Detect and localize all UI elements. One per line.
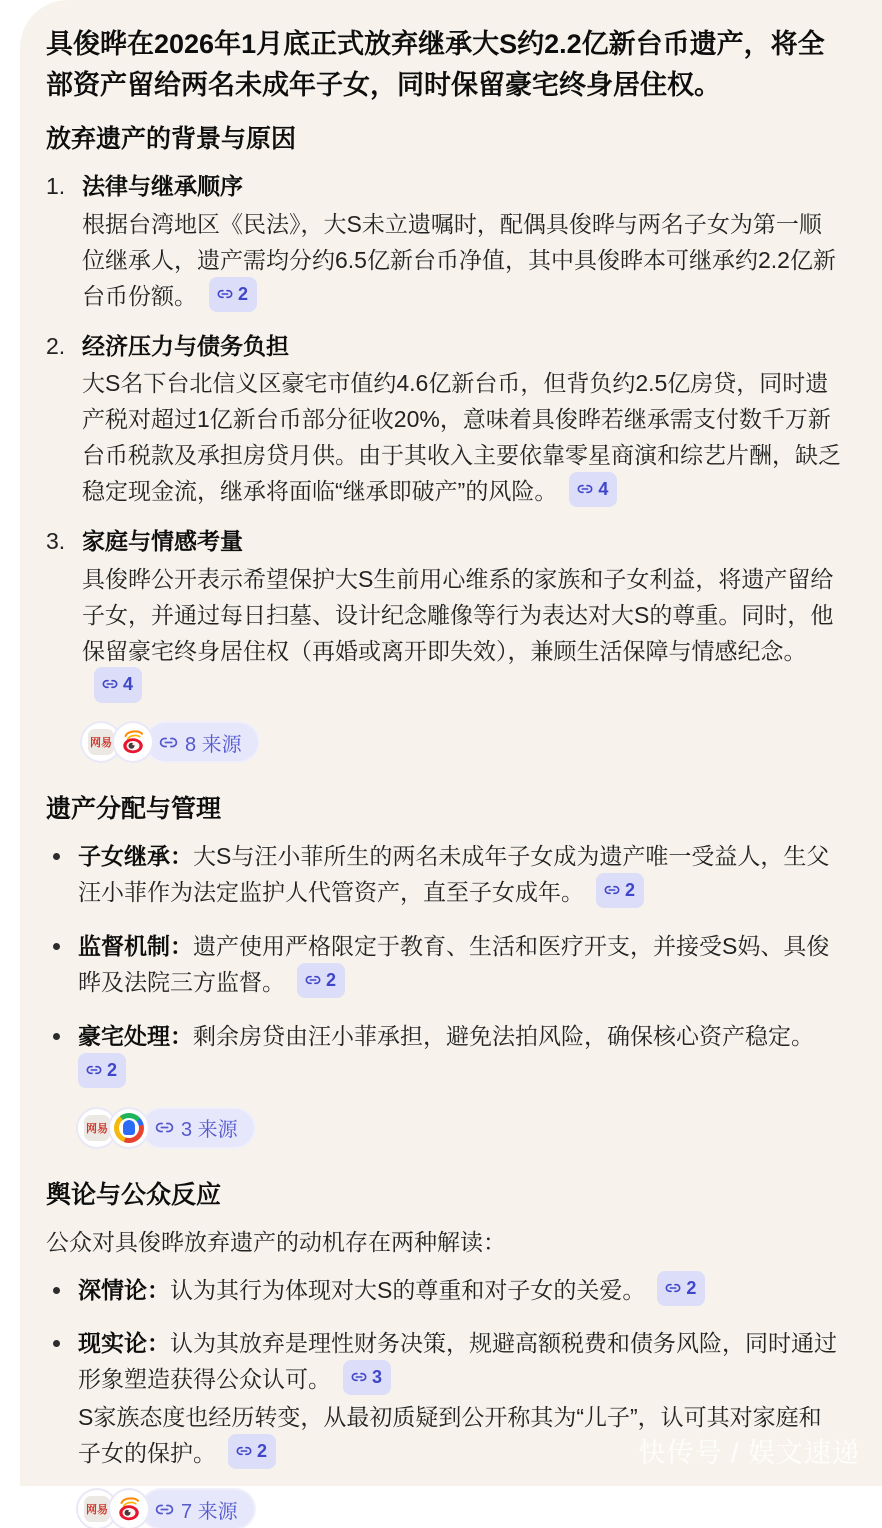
citation-badge[interactable] — [209, 277, 257, 312]
netease-logo-text: 网易 — [84, 1496, 110, 1522]
link-icon — [155, 1118, 174, 1137]
list-item-body: 具俊晔公开表示希望保护大S生前用心维系的家族和子女利益，将遗产留给子女，并通过每日扫墓、设计纪念雕像等行为表达对大S的尊重。同时，他保留豪宅终身居住权（再婚或离开即失效），兼顾生活保障与情感纪念。 4 — [82, 562, 842, 706]
link-icon — [236, 1443, 252, 1459]
intro-paragraph: 具俊晔在2026年1月底正式放弃继承大S约2.2亿新台币遗产，将全部资产留给两名未成年子女，同时保留豪宅终身居住权。 — [46, 29, 825, 100]
bullet-title: 子女继承： — [78, 843, 193, 870]
opinion-lead: 公众对具俊晔放弃遗产的动机存在两种解读： — [46, 1228, 506, 1255]
citation-badge[interactable] — [569, 472, 617, 507]
bullet-content: 监督机制：遗产使用严格限定于教育、生活和医疗开支，并接受S妈、具俊晔及法院三方监督。 2 — [78, 929, 842, 1001]
list-item-body: 根据台湾地区《民法》，大S未立遗嘱时，配偶具俊晔与两名子女为第一顺位继承人，遗产需均分约6.5亿新台币净值，其中具俊晔本可继承约2.2亿新台币份额。 2 — [82, 207, 842, 315]
bullet-content: 子女继承：大S与汪小菲所生的两名未成年子女成为遗产唯一受益人，生父汪小菲作为法定监护人代管资产，直至子女成年。 2 — [78, 839, 842, 911]
answer-card — [20, 0, 882, 1523]
link-icon — [665, 1280, 681, 1296]
sources-count-pill[interactable] — [146, 723, 258, 761]
citation-badge[interactable] — [596, 873, 644, 908]
citation-badge[interactable] — [343, 1360, 391, 1395]
citation-count: 2 — [257, 1441, 268, 1462]
bullet-title: 豪宅处理： — [78, 1022, 193, 1049]
weibo-icon[interactable] — [110, 1490, 148, 1528]
link-icon — [577, 481, 593, 497]
link-icon — [305, 972, 321, 988]
bullet-marker — [46, 1273, 78, 1309]
citation-count: 4 — [123, 674, 134, 695]
link-icon — [102, 676, 118, 692]
list-item-content — [82, 329, 842, 510]
sources-count-label: 3 来源 — [181, 1119, 238, 1142]
link-icon — [159, 733, 178, 752]
bullet-title: 监督机制： — [78, 933, 193, 960]
link-icon — [86, 1062, 102, 1078]
bullet-content: 豪宅处理：剩余房贷由汪小菲承担，避免法拍风险，确保核心资产稳定。 2 — [78, 1019, 842, 1091]
list-item-content — [82, 169, 842, 315]
netease-logo-text: 网易 — [84, 1115, 110, 1141]
link-icon — [351, 1369, 367, 1385]
list-item — [46, 169, 842, 315]
list-item-number: 1. — [46, 173, 66, 199]
list-item-body: 大S名下台北信义区豪宅市值约4.6亿新台币，但背负约2.5亿房贷，同时遗产税对超过1亿新台币部分征收20%，意味着具俊晔若继承需支付数千万新台币税款及承担房贷月供。由于其收入主要依靠零星商演和综艺片酬，缺乏稳定现金流，继承将面临“继承即破产”的风险。 4 — [82, 366, 842, 510]
list-item-title: 法律与继承顺序 — [82, 173, 243, 199]
bullet-marker — [46, 839, 78, 911]
link-icon — [604, 882, 620, 898]
citation-count: 2 — [326, 970, 337, 990]
weibo-icon[interactable] — [114, 723, 152, 761]
sources-count-pill[interactable] — [142, 1109, 254, 1147]
citation-count: 2 — [686, 1277, 697, 1298]
list-item — [46, 524, 842, 705]
link-icon — [155, 1500, 174, 1519]
citation-count: 4 — [598, 479, 609, 500]
bullet-item — [46, 1019, 842, 1091]
citation-count: 2 — [107, 1059, 118, 1080]
colorful-news-icon[interactable] — [110, 1109, 148, 1147]
citation-badge[interactable] — [297, 963, 345, 998]
watermark: 快传号 / 娱文速递 — [638, 1438, 860, 1468]
bullet-content: 深情论：认为其行为体现对大S的尊重和对子女的关爱。 2 — [78, 1273, 842, 1309]
list-item-content — [82, 524, 842, 705]
bullet-marker — [46, 929, 78, 1001]
citation-count: 2 — [238, 283, 249, 304]
bullet-title: 现实论： — [78, 1330, 170, 1357]
list-item-title: 经济压力与债务负担 — [82, 332, 289, 359]
citation-count: 3 — [372, 1367, 383, 1388]
citation-badge[interactable] — [78, 1053, 126, 1088]
list-item-number: 3. — [46, 527, 66, 554]
section-heading-distribution: 遗产分配与管理 — [46, 795, 222, 824]
section-heading-background: 放弃遗产的背景与原因 — [46, 125, 297, 153]
citation-badge[interactable] — [657, 1271, 705, 1306]
sources-count-label: 7 来源 — [181, 1500, 238, 1523]
link-icon — [217, 286, 233, 302]
bullet-item — [46, 1273, 842, 1309]
section-heading-opinion: 舆论与公众反应 — [46, 1180, 222, 1209]
citation-count: 2 — [625, 880, 636, 901]
sources-count-pill[interactable] — [142, 1490, 254, 1528]
weibo-eye-glyph — [114, 1494, 144, 1524]
bullet-item — [46, 929, 842, 1001]
bullet-marker — [46, 1019, 78, 1091]
bullet-extra-text: S家族态度也经历转变，从最初质疑到公开称其为“儿子”，认可其对家庭和子女的保护。 2 — [78, 1400, 842, 1472]
list-item-number: 2. — [46, 332, 66, 359]
netease-logo-text: 网易 — [88, 729, 114, 755]
sources-count-label: 8 来源 — [185, 733, 242, 756]
citation-badge[interactable] — [94, 667, 142, 702]
bullet-item — [46, 839, 842, 911]
blue-bell-glyph — [123, 1120, 135, 1135]
list-item-title: 家庭与情感考量 — [82, 527, 243, 554]
sources-row — [82, 723, 842, 761]
bullet-marker — [46, 1326, 78, 1472]
bullet-title: 深情论： — [78, 1276, 170, 1303]
citation-badge[interactable] — [228, 1434, 276, 1469]
list-item — [46, 329, 842, 510]
sources-row — [78, 1490, 842, 1528]
weibo-eye-glyph — [118, 727, 148, 757]
sources-row — [78, 1109, 842, 1147]
bullet-main-text: 现实论：认为其放弃是理性财务决策，规避高额税费和债务风险，同时通过形象塑造获得公众认可。 3 — [78, 1326, 842, 1398]
